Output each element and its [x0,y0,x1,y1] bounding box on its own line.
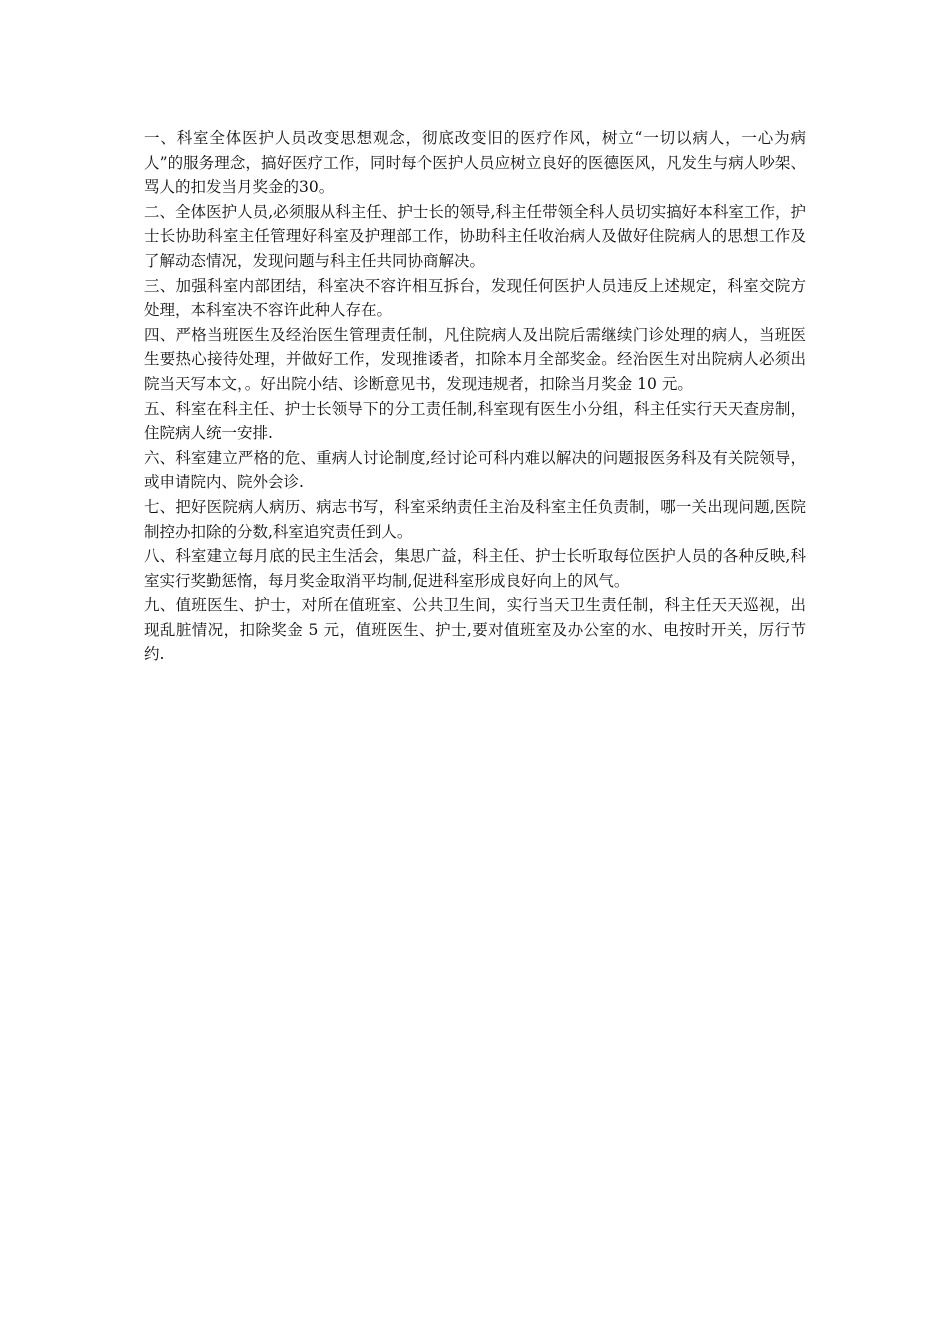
paragraph-6: 六、科室建立严格的危、重病人讨论制度,经讨论可科内难以解决的问题报医务科及有关院领导，或申请院内、院外会诊. [144,448,806,492]
paragraph-8: 八、科室建立每月底的民主生活会，集思广益，科主任、护士长听取每位医护人员的各种反映,科室实行奖勤惩惰，每月奖金取消平均制,促进科室形成良好向上的风气。 [144,547,806,590]
paragraph-7: 七、把好医院病人病历、病志书写，科室采纳责任主治及科室主任负责制，哪一关出现问题,医院制控办扣除的分数,科室追究责任到人。 [144,497,806,541]
paragraph-2: 二、全体医护人员,必须服从科主任、护士长的领导,科主任带领全科人员切实搞好本科室工作，护士长协助科室主任管理好科室及护理部工作，协助科主任收治病人及做好住院病人的思想工作及了解动态情况，发现问题与科主任共同协商解决。 [144,202,806,270]
paragraph-9: 九、值班医生、护士，对所在值班室、公共卫生间，实行当天卫生责任制，科主任天天巡视，出现乱脏情况，扣除奖金 5 元，值班医生、护士,要对值班室及办公室的水、电按时开关，厉行节约. [144,596,806,664]
paragraph-1: 一、科室全体医护人员改变思想观念，彻底改变旧的医疗作风，树立“一切以病人，一心为病人”的服务理念，搞好医疗工作，同时每个医护人员应树立良好的医德医风，凡发生与病人吵架、骂人的扣发当月奖金的30。 [144,129,806,197]
document-body [144,126,806,667]
paragraph-3: 三、加强科室内部团结，科室决不容许相互拆台，发现任何医护人员违反上述规定，科室交院方处理，本科室决不容许此种人存在。 [144,276,806,320]
paragraph-5: 五、科室在科主任、护士长领导下的分工责任制,科室现有医生小分组，科主任实行天天查房制，住院病人统一安排. [144,399,806,443]
paragraph-4: 四、严格当班医生及经治医生管理责任制，凡住院病人及出院后需继续门诊处理的病人，当班医生要热心接待处理，并做好工作，发现推诿者，扣除本月全部奖金。经治医生对出院病人必须出院当天写本文，。好出院小结、诊断意见书，发现违规者，扣除当月奖金 10 元。 [144,325,806,393]
